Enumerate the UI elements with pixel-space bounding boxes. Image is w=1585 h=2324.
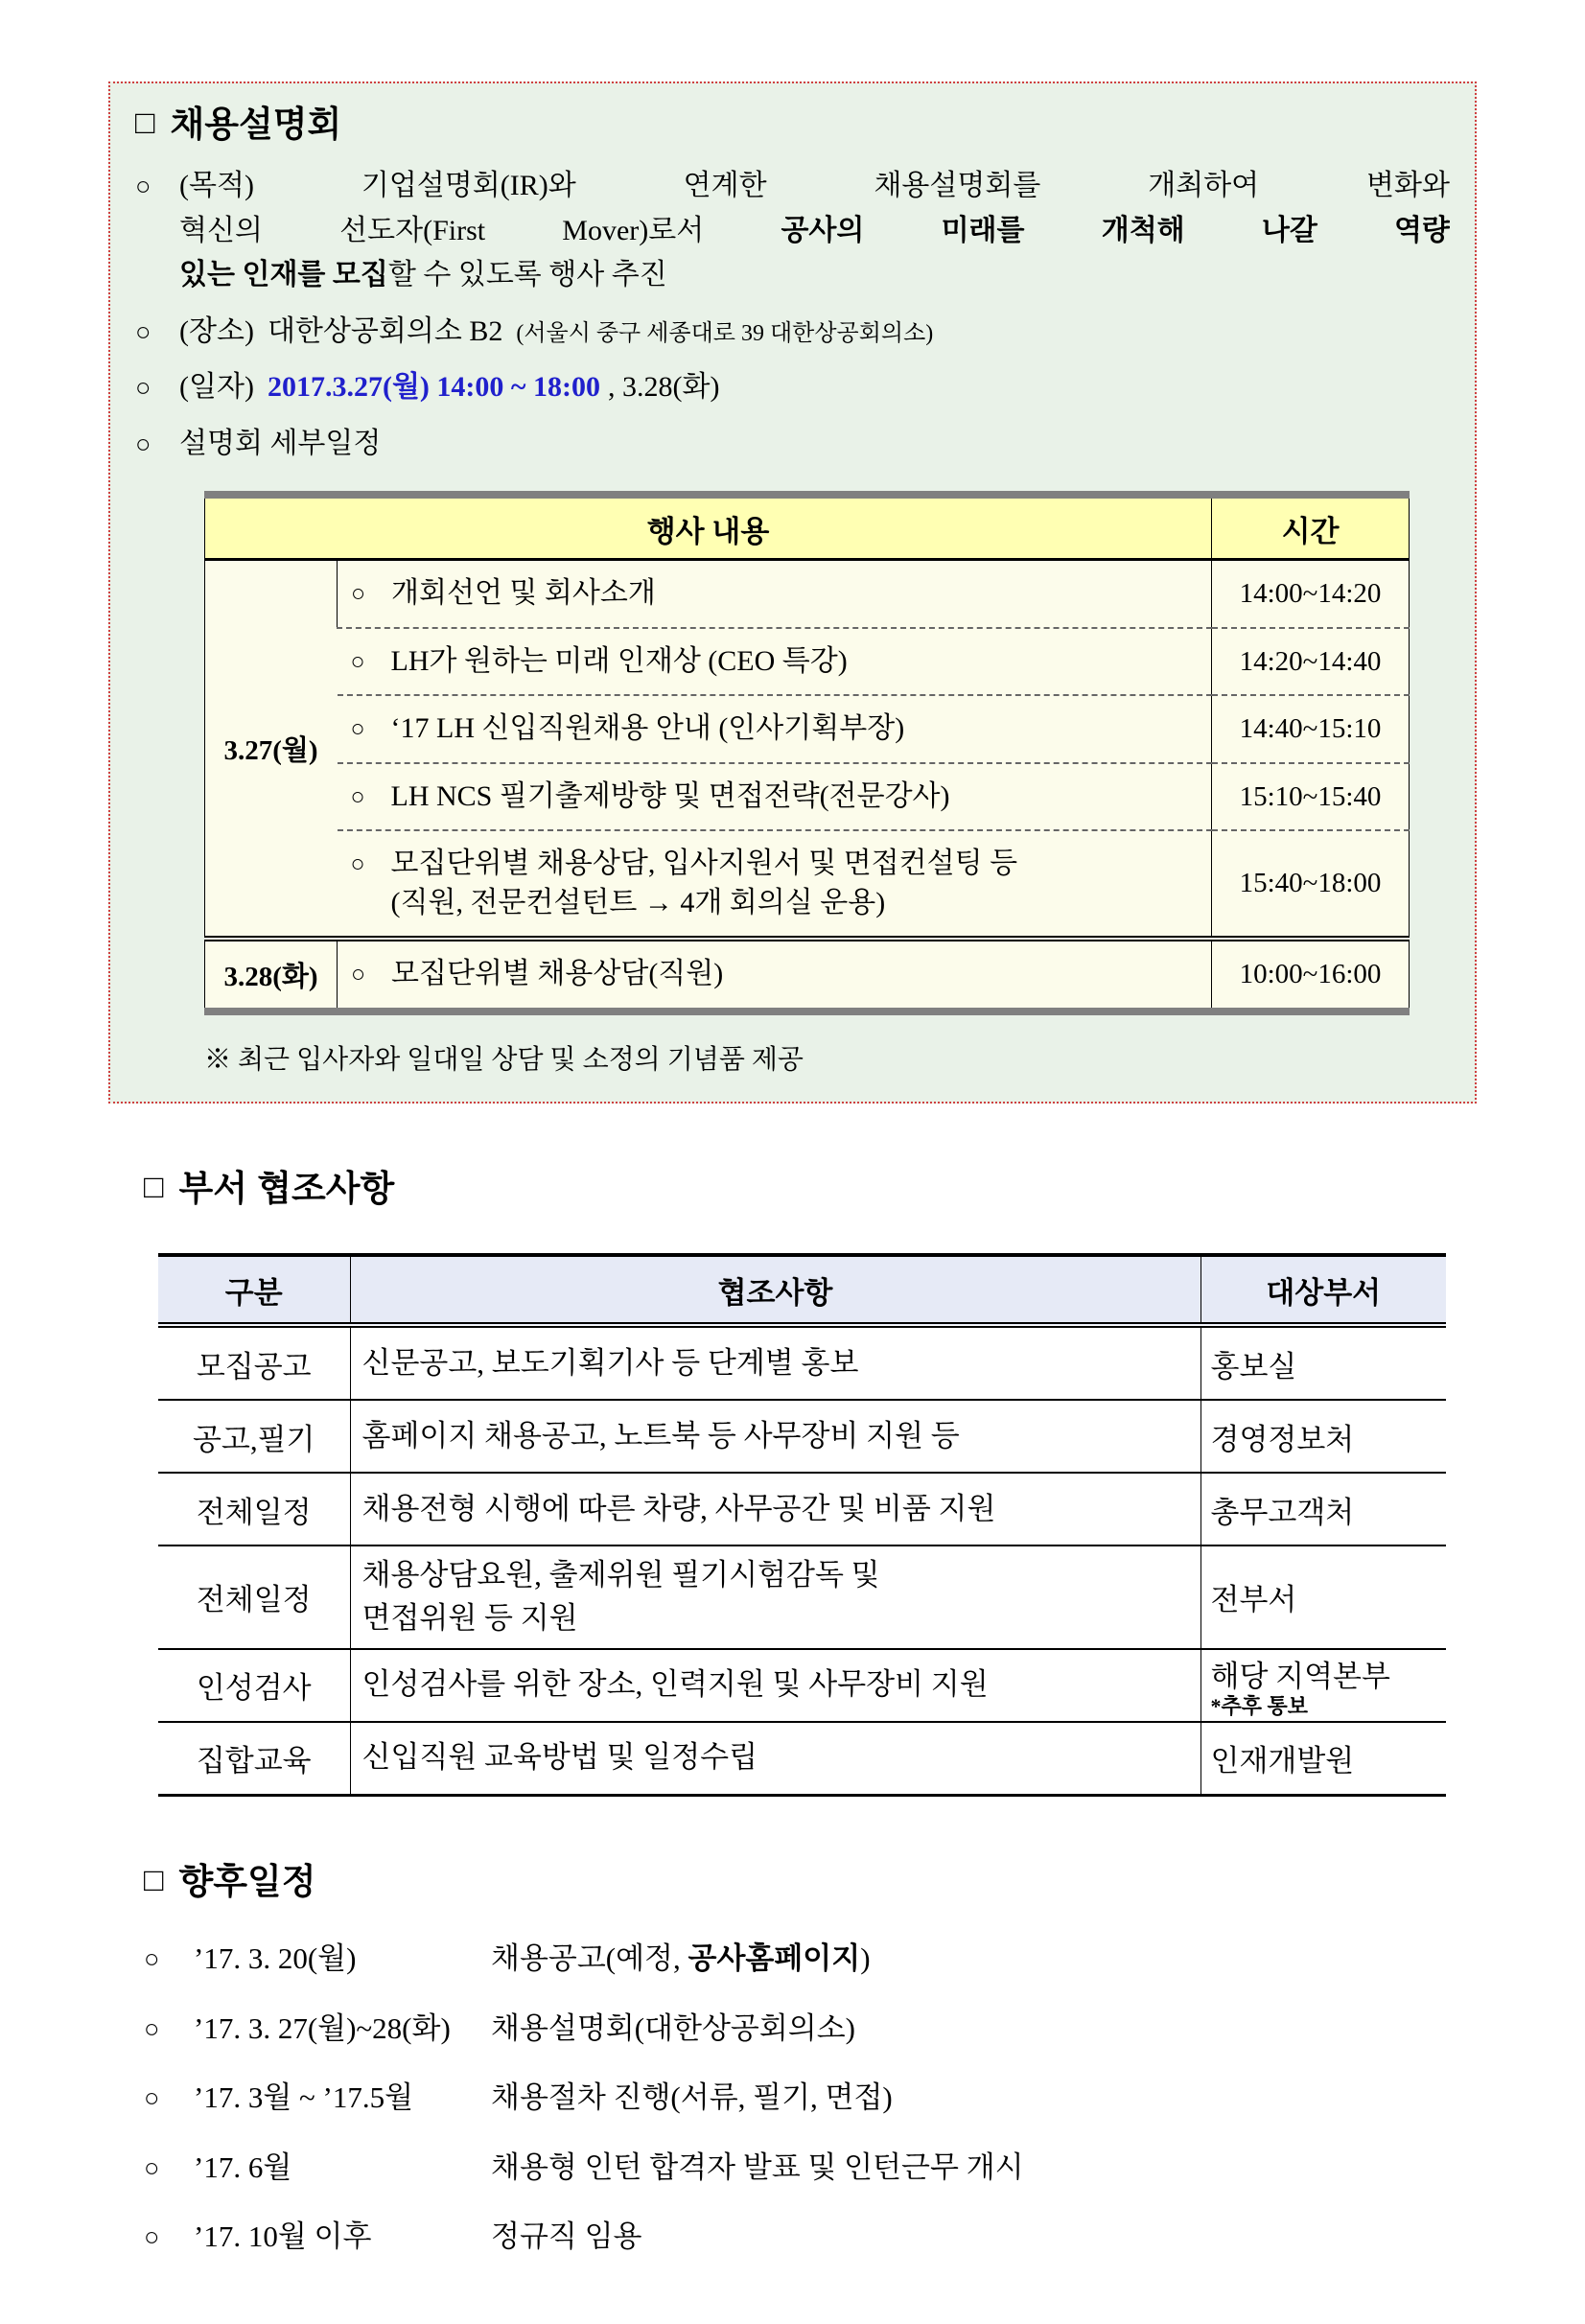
detail-cell: 신입직원 교육방법 및 일정수립 (361, 1740, 758, 1775)
purpose-item (135, 164, 1450, 298)
category-cell: 전체일정 (158, 1473, 350, 1545)
category-cell: 모집공고 (196, 1349, 312, 1383)
table-row (158, 1400, 1446, 1473)
schedule-label-text: 설명회 세부일정 (179, 427, 382, 459)
event-content: 개회선언 및 회사소개 (391, 577, 656, 610)
schedule-date: ’17. 3월 ~ ’17.5월 (194, 2080, 414, 2115)
circle-bullet-icon: ○ (135, 429, 152, 458)
future-schedule-list (144, 1937, 1477, 2260)
circle-bullet-icon: ○ (350, 851, 365, 878)
cooperation-section (144, 1167, 1477, 1797)
schedule-desc-normal: 채용공고(예정, (491, 1941, 688, 1976)
list-item (144, 2007, 1477, 2052)
square-bullet-icon: □ (144, 1168, 164, 1205)
event-time: 15:40~18:00 (1212, 830, 1410, 939)
venue-item (135, 310, 1450, 355)
document-page (0, 81, 1585, 2324)
date-item (135, 365, 1450, 410)
schedule-date: ’17. 3. 20(월) (194, 1941, 357, 1976)
detail-cell: 인성검사를 위한 장소, 인력지원 및 사무장비 지원 (361, 1667, 989, 1702)
list-item (144, 1937, 1477, 1982)
table-row (158, 1649, 1446, 1722)
schedule-date: ’17. 10월 이후 (194, 2219, 372, 2254)
header-department: 대상부서 (1200, 1255, 1446, 1325)
header-cooperation: 협조사항 (350, 1255, 1200, 1325)
briefing-panel (108, 81, 1477, 1104)
schedule-desc: 채용설명회(대한상공회의소) (491, 2010, 855, 2045)
department-cell: 전부서 (1200, 1545, 1446, 1649)
purpose-line2-normal: 혁신의 선도자(First Mover)로서 (179, 214, 781, 246)
event-time: 14:00~14:20 (1212, 560, 1410, 628)
square-bullet-icon: □ (135, 104, 155, 141)
date-highlight: 2017.3.27(월) 14:00 ~ 18:00 (267, 371, 600, 404)
circle-bullet-icon: ○ (350, 783, 365, 810)
circle-bullet-icon: ○ (144, 2152, 160, 2182)
schedule-date: ’17. 3. 27(월)~28(화) (194, 2010, 451, 2045)
schedule-desc (491, 1937, 871, 1982)
list-item (144, 2146, 1477, 2191)
event-content: 모집단위별 채용상담(직원) (391, 958, 724, 990)
category-cell: 인성검사 (158, 1649, 350, 1722)
table-row (158, 1722, 1446, 1796)
event-content: LH가 원하는 미래 인재상 (CEO 특강) (390, 644, 848, 677)
schedule-desc-bold: 공사홈페이지 (688, 1941, 861, 1976)
department-cell: 총무고객처 (1200, 1473, 1446, 1545)
cooperation-table (158, 1253, 1446, 1797)
table-row (205, 939, 1410, 1011)
event-time: 14:20~14:40 (1212, 628, 1410, 696)
event-time: 15:10~15:40 (1212, 763, 1410, 831)
schedule-table (204, 491, 1410, 1015)
detail-cell-line2: 면접위원 등 지원 (361, 1600, 578, 1635)
purpose-line2-bold: 공사의 미래를 개척해 나갈 역량 (781, 214, 1450, 246)
category-cell: 전체일정 (158, 1545, 350, 1649)
schedule-desc-normal: ) (860, 1941, 871, 1976)
event-content: LH NCS 필기출제방향 및 면접전략(전문강사) (390, 779, 950, 812)
event-time: 10:00~16:00 (1212, 939, 1410, 1011)
table-row (205, 830, 1410, 939)
detail-cell: 신문공고, 보도기획기사 등 단계별 홍보 (361, 1345, 859, 1380)
department-note: *추후 통보 (1210, 1694, 1309, 1719)
purpose-line3-bold: 있는 인재를 모집 (179, 259, 388, 291)
schedule-label-item (135, 422, 1450, 467)
venue-main: 대한상공회의소 B2 (267, 314, 503, 347)
list-item (144, 2076, 1477, 2121)
square-bullet-icon: □ (144, 1861, 164, 1898)
department-cell: 경영정보처 (1200, 1400, 1446, 1473)
category-cell: 집합교육 (158, 1722, 350, 1796)
event-content-line2: (직원, 전문컨설턴트 → 4개 회의실 운용) (390, 886, 886, 918)
schedule-desc: 정규직 임용 (491, 2219, 642, 2254)
purpose-line3-normal: 할 수 있도록 행사 추진 (387, 259, 667, 291)
table-row (158, 1545, 1446, 1649)
category-cell: 공고,필기 (158, 1400, 350, 1473)
detail-cell: 채용상담요원, 출제위원 필기시험감독 및 (361, 1558, 880, 1592)
section-title-text: 채용설명회 (170, 105, 342, 144)
table-row (205, 763, 1410, 831)
purpose-line-2 (179, 209, 1450, 254)
date-cell-328: 3.28(화) (205, 939, 338, 1011)
purpose-line-3 (179, 253, 1450, 298)
detail-cell: 채용전형 시행에 따른 차량, 사무공간 및 비품 지원 (361, 1491, 996, 1525)
department-cell: 해당 지역본부 (1210, 1660, 1390, 1694)
venue-text (179, 310, 933, 355)
circle-bullet-icon: ○ (144, 1944, 160, 1974)
schedule-table-header-row (205, 495, 1410, 560)
circle-bullet-icon: ○ (351, 962, 366, 988)
schedule-desc: 채용형 인턴 합격자 발표 및 인턴근무 개시 (491, 2150, 1024, 2184)
schedule-desc: 채용절차 진행(서류, 필기, 면접) (491, 2080, 893, 2115)
header-category: 구분 (158, 1255, 350, 1325)
event-time: 14:40~15:10 (1212, 695, 1410, 763)
circle-bullet-icon: ○ (135, 172, 152, 201)
section-title-text: 향후일정 (178, 1861, 316, 1901)
circle-bullet-icon: ○ (350, 716, 365, 743)
date-label: (일자) (179, 371, 254, 404)
table-row (205, 695, 1410, 763)
circle-bullet-icon: ○ (135, 316, 152, 346)
schedule-date: ’17. 6월 (194, 2150, 292, 2184)
section-title-future (144, 1860, 1477, 1904)
header-event-content: 행사 내용 (205, 495, 1212, 560)
briefing-footnote: ※ 최근 입사자와 일대일 상담 및 소정의 기념품 제공 (204, 1044, 804, 1075)
event-content: ‘17 LH 신입직원채용 안내 (인사기획부장) (390, 712, 905, 745)
table-row (205, 628, 1410, 696)
section-title-briefing (135, 103, 1450, 147)
venue-label: (장소) (179, 314, 254, 347)
event-content: 모집단위별 채용상담, 입사지원서 및 면접컨설팅 등 (390, 848, 1018, 880)
table-row (158, 1473, 1446, 1545)
future-schedule-section (144, 1860, 1477, 2260)
table-row (158, 1325, 1446, 1400)
table-row (205, 560, 1410, 628)
list-item (144, 2215, 1477, 2260)
circle-bullet-icon: ○ (351, 581, 366, 608)
date-tail: , 3.28(화) (608, 371, 720, 404)
section-title-text: 부서 협조사항 (178, 1168, 395, 1208)
circle-bullet-icon: ○ (350, 648, 365, 675)
venue-detail: (서울시 중구 세종대로 39 대한상공회의소) (516, 320, 934, 346)
circle-bullet-icon: ○ (144, 2083, 160, 2113)
purpose-line-1: (목적) 기업설명회(IR)와 연계한 채용설명회를 개최하여 변화와 (179, 170, 1450, 202)
date-text (179, 365, 719, 410)
circle-bullet-icon: ○ (144, 2013, 160, 2043)
purpose-text (179, 164, 1450, 298)
circle-bullet-icon: ○ (135, 373, 152, 403)
department-cell: 인재개발원 (1200, 1722, 1446, 1796)
department-cell: 홍보실 (1200, 1325, 1446, 1400)
date-cell-327: 3.27(월) (223, 735, 318, 767)
section-title-cooperation (144, 1167, 1477, 1211)
circle-bullet-icon: ○ (144, 2222, 160, 2252)
header-time: 시간 (1212, 495, 1410, 560)
cooperation-table-header-row (158, 1255, 1446, 1325)
detail-cell: 홈페이지 채용공고, 노트북 등 사무장비 지원 등 (361, 1418, 960, 1452)
